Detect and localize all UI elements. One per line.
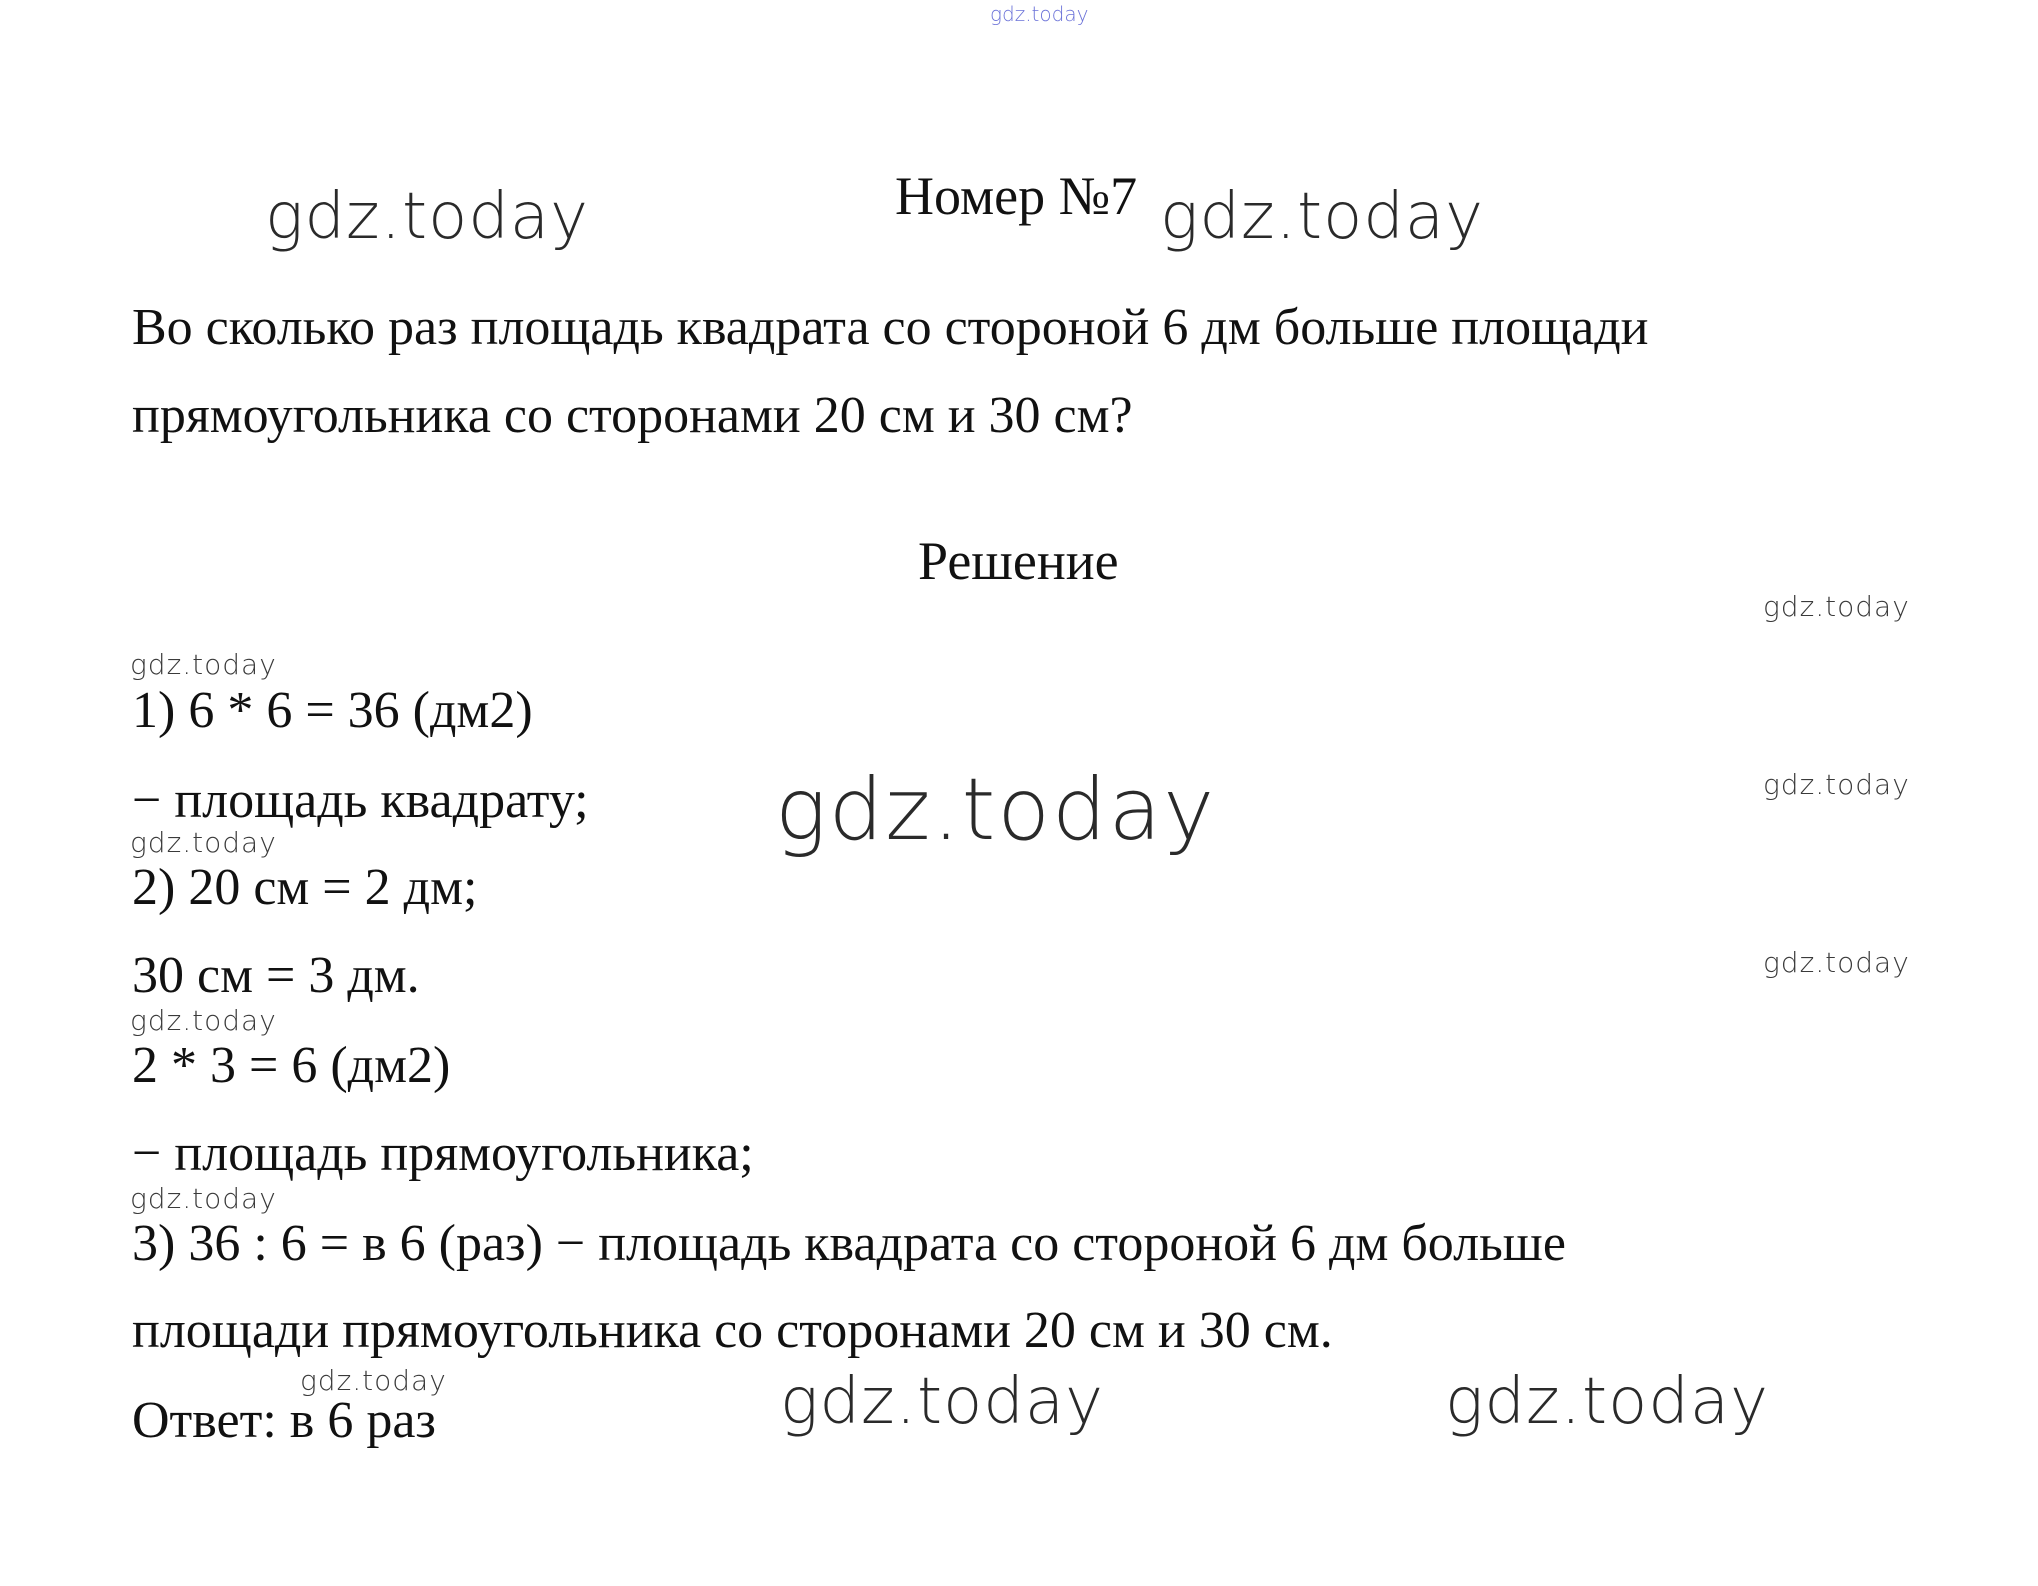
watermark-top: gdz.today: [990, 2, 1089, 26]
watermark-bottom-right: gdz.today: [1445, 1365, 1769, 1439]
solution-line-3: 2) 20 см = 2 дм;: [132, 859, 478, 916]
solution-line-1: 1) 6 * 6 = 36 (дм2): [132, 682, 533, 739]
watermark-bottom-center: gdz.today: [780, 1365, 1104, 1439]
watermark-title-left: gdz.today: [265, 180, 589, 254]
page-title: Номер №7: [895, 166, 1138, 226]
watermark-right-2: gdz.today: [1763, 768, 1910, 801]
watermark-right-1: gdz.today: [1763, 590, 1910, 623]
task-line-1: Во сколько раз площадь квадрата со стороной 6 дм больше площади: [132, 299, 1649, 356]
solution-heading: Решение: [918, 531, 1119, 591]
answer-line: Ответ: в 6 раз: [132, 1392, 436, 1449]
watermark-left-3: gdz.today: [130, 1004, 277, 1037]
solution-line-5: 2 * 3 = 6 (дм2): [132, 1037, 451, 1094]
solution-line-6: − площадь прямоугольника;: [132, 1125, 754, 1182]
solution-line-4: 30 см = 3 дм.: [132, 947, 420, 1004]
watermark-title-right: gdz.today: [1160, 180, 1484, 254]
solution-line-2: − площадь квадрату;: [132, 772, 589, 829]
watermark-left-2: gdz.today: [130, 826, 277, 859]
watermark-answer: gdz.today: [300, 1364, 447, 1397]
watermark-left-1: gdz.today: [130, 648, 277, 681]
solution-line-7: 3) 36 : 6 = в 6 (раз) − площадь квадрата со стороной 6 дм больше: [132, 1215, 1566, 1272]
task-line-2: прямоугольника со сторонами 20 см и 30 см?: [132, 387, 1133, 444]
watermark-left-4: gdz.today: [130, 1182, 277, 1215]
solution-line-8: площади прямоугольника со сторонами 20 см и 30 см.: [132, 1302, 1333, 1359]
watermark-center: gdz.today: [775, 760, 1217, 860]
watermark-right-3: gdz.today: [1763, 946, 1910, 979]
